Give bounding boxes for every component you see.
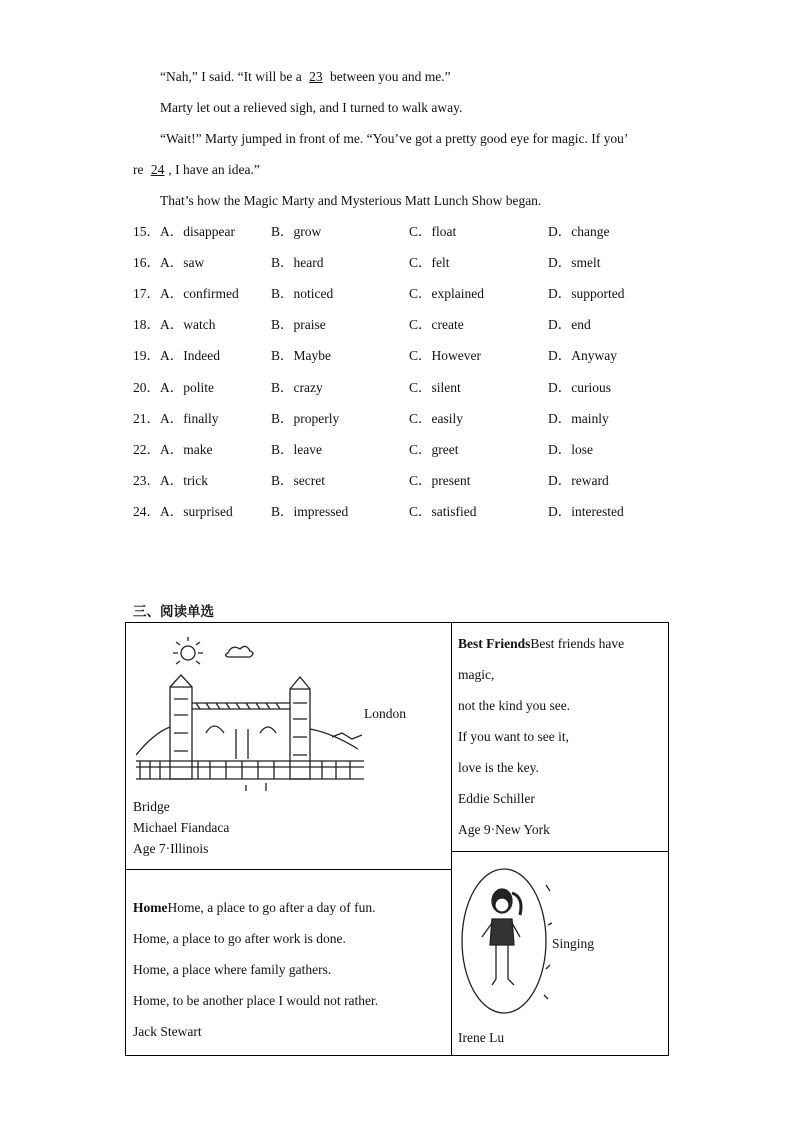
section-title: 三、阅读单选 xyxy=(133,604,214,620)
question-number: 18． xyxy=(133,317,160,333)
reading-table xyxy=(125,622,669,1056)
option-c[interactable]: C．create xyxy=(409,317,464,333)
option-d[interactable]: D．interested xyxy=(548,503,624,519)
option-a[interactable]: A．saw xyxy=(160,255,205,271)
blank-23: 23 xyxy=(309,69,323,84)
option-d[interactable]: D．mainly xyxy=(548,410,609,426)
question-row xyxy=(133,253,693,273)
option-d[interactable]: D．supported xyxy=(548,286,625,302)
option-c[interactable]: C．explained xyxy=(409,286,484,302)
option-c[interactable]: C．easily xyxy=(409,410,463,426)
question-number: 24． xyxy=(133,503,160,519)
option-d[interactable]: D．Anyway xyxy=(548,348,617,364)
poem-line: Home, a place to go after work is done. xyxy=(133,931,346,946)
question-row xyxy=(133,440,693,460)
singing-author: Irene Lu xyxy=(458,1030,505,1045)
question-number: 21． xyxy=(133,410,160,426)
question-row xyxy=(133,222,693,242)
option-b[interactable]: B．grow xyxy=(271,224,322,239)
option-b[interactable]: B．leave xyxy=(271,441,322,457)
london-author: Michael Fiandaca xyxy=(133,820,230,835)
option-b[interactable]: B．secret xyxy=(271,472,325,488)
option-c[interactable]: C．present xyxy=(409,472,471,488)
option-c[interactable]: C．However xyxy=(409,348,481,364)
option-d[interactable]: D．end xyxy=(548,317,591,333)
option-b[interactable]: B．impressed xyxy=(271,503,349,519)
divider xyxy=(451,851,669,852)
option-d[interactable]: D．reward xyxy=(548,472,609,488)
divider xyxy=(451,623,452,1055)
story-line-3: “Wait!” Marty jumped in front of me. “You’ve got a pretty good eye for magic. If you’ xyxy=(160,131,629,146)
london-title: Bridge xyxy=(133,799,170,814)
question-number: 20． xyxy=(133,379,160,395)
best-friends-author: Eddie Schiller xyxy=(458,791,535,806)
option-b[interactable]: B．Maybe xyxy=(271,348,331,364)
option-a[interactable]: A．disappear xyxy=(160,224,235,239)
option-b[interactable]: B．crazy xyxy=(271,379,323,395)
poem-line: Home, a place to go after a day of fun. xyxy=(167,900,376,915)
best-friends-poem xyxy=(458,628,624,845)
story-line-2: Marty let out a relieved sigh, and I turned to walk away. xyxy=(160,100,463,115)
option-b[interactable]: B．noticed xyxy=(271,286,334,302)
option-a[interactable]: A．surprised xyxy=(160,503,233,519)
poem-line: Home, a place where family gathers. xyxy=(133,962,332,977)
option-c[interactable]: C．felt xyxy=(409,255,450,271)
story-text: re xyxy=(133,162,144,177)
option-c[interactable]: C．float xyxy=(409,224,457,239)
home-title: Home xyxy=(133,900,168,915)
poem-line: magic, xyxy=(458,667,495,682)
question-number: 16． xyxy=(133,255,160,271)
option-c[interactable]: C．satisfied xyxy=(409,503,477,519)
home-poem xyxy=(133,892,378,1047)
poem-line: love is the key. xyxy=(458,760,539,775)
option-d[interactable]: D．smelt xyxy=(548,255,601,271)
blank-24: 24 xyxy=(150,162,165,177)
option-a[interactable]: A．trick xyxy=(160,472,208,488)
poem-line: Home, to be another place I would not rather. xyxy=(133,993,379,1008)
question-number: 23． xyxy=(133,472,160,488)
option-b[interactable]: B．properly xyxy=(271,410,340,426)
london-age: Age 7·Illinois xyxy=(133,841,209,856)
story-line-1 xyxy=(160,68,451,86)
question-row xyxy=(133,315,693,335)
question-row xyxy=(133,378,693,398)
option-a[interactable]: A．finally xyxy=(160,410,219,426)
story-text: between you and me.” xyxy=(329,69,451,84)
story-text: “Nah,” I said. “It will be a xyxy=(160,69,302,84)
london-label: London xyxy=(364,706,406,721)
option-d[interactable]: D．lose xyxy=(548,441,593,457)
singing-label: Singing xyxy=(552,936,595,951)
question-row xyxy=(133,409,693,429)
option-b[interactable]: B．heard xyxy=(271,255,324,271)
singing-girl-drawing-icon xyxy=(458,865,554,1017)
question-number: 17． xyxy=(133,286,160,302)
option-a[interactable]: A．watch xyxy=(160,317,216,333)
question-row xyxy=(133,284,693,304)
poem-line: not the kind you see. xyxy=(458,698,571,713)
poem-line: Best friends have xyxy=(530,636,625,651)
bridge-drawing-icon xyxy=(136,637,364,793)
divider xyxy=(126,869,451,870)
london-caption xyxy=(133,796,229,859)
question-number: 19． xyxy=(133,348,160,364)
question-row xyxy=(133,471,693,491)
option-c[interactable]: C．greet xyxy=(409,441,459,457)
option-b[interactable]: B．praise xyxy=(271,317,326,333)
option-a[interactable]: A．make xyxy=(160,441,213,457)
question-number: 22． xyxy=(133,441,160,457)
option-c[interactable]: C．silent xyxy=(409,379,461,395)
option-a[interactable]: A．Indeed xyxy=(160,348,220,364)
question-row xyxy=(133,346,693,366)
best-friends-age: Age 9·New York xyxy=(458,822,550,837)
story-line-4 xyxy=(133,161,260,179)
question-number: 15． xyxy=(133,224,160,239)
option-a[interactable]: A．polite xyxy=(160,379,214,395)
story-line-5: That’s how the Magic Marty and Mysterious Matt Lunch Show began. xyxy=(160,193,542,208)
option-a[interactable]: A．confirmed xyxy=(160,286,239,302)
question-row xyxy=(133,502,693,522)
story-text: , I have an idea.” xyxy=(168,162,260,177)
poem-line: If you want to see it, xyxy=(458,729,569,744)
option-d[interactable]: D．curious xyxy=(548,379,611,395)
best-friends-title: Best Friends xyxy=(458,636,531,651)
home-author: Jack Stewart xyxy=(133,1024,202,1039)
option-d[interactable]: D．change xyxy=(548,224,610,239)
